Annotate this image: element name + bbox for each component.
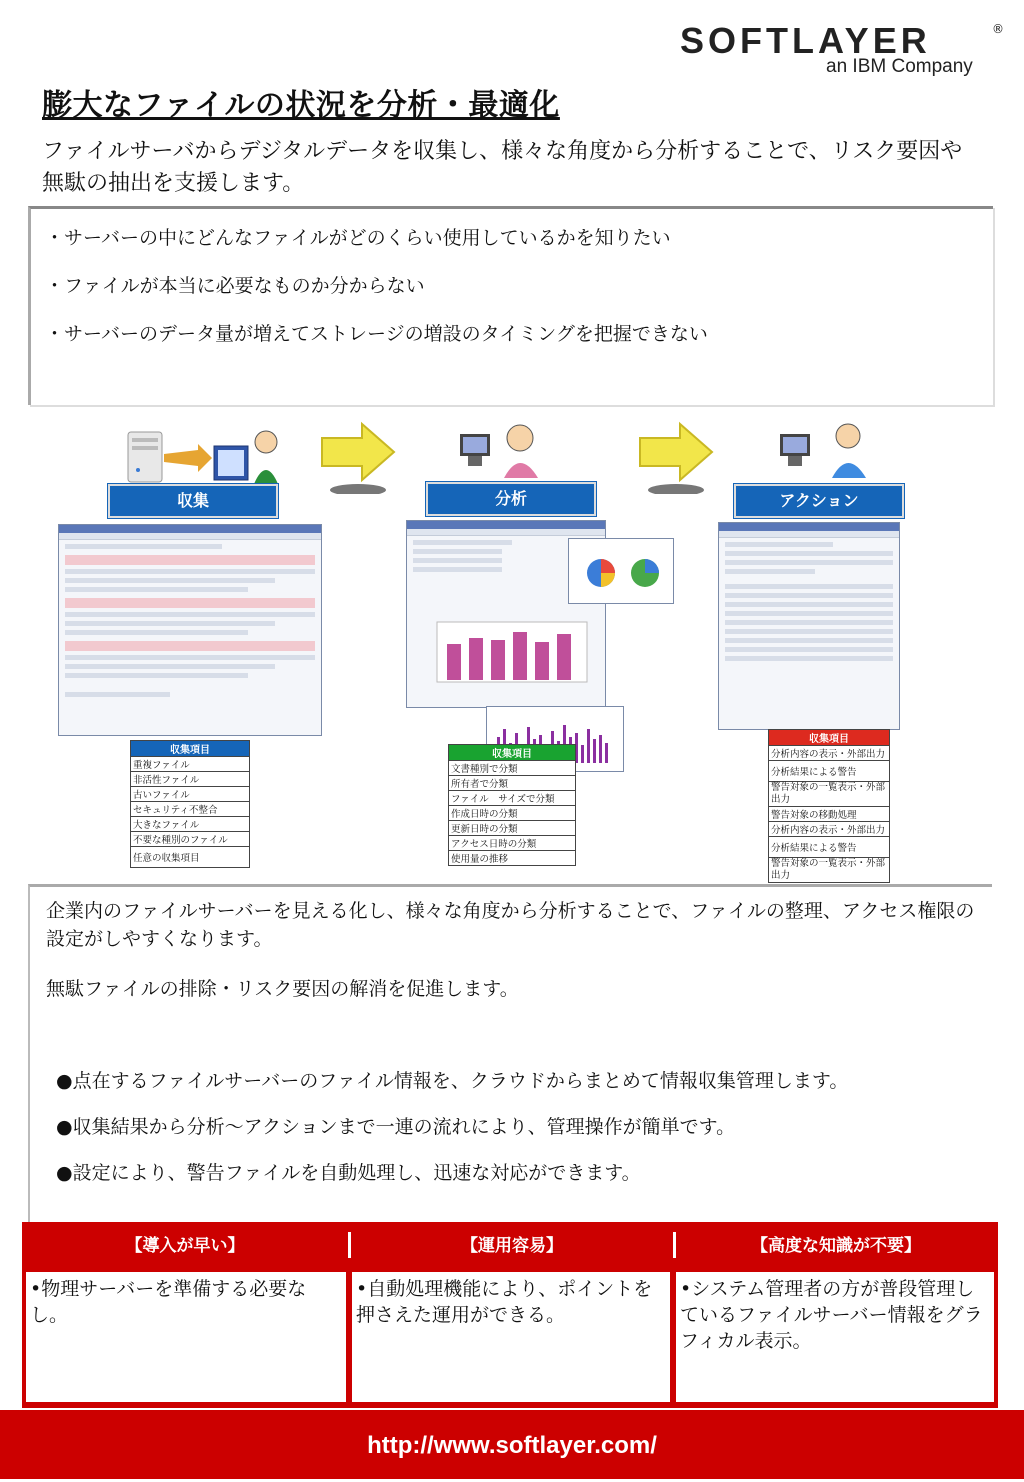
table-cell: 文書種別で分類 [449,761,576,776]
table-cell: 作成日時の分類 [449,806,576,821]
stage-label-collect: 収集 [108,484,278,518]
table-cell: 所有者で分類 [449,776,576,791]
description-paragraph: 企業内のファイルサーバーを見える化し、様々な角度から分析することで、ファイルの整理、アクセス権限の設定がしやすくなります。 [46,900,975,950]
table-cell: 警告対象の一覧表示・外部出力 [769,858,890,883]
action-screenshot [718,522,900,730]
analyze-items-table [448,744,576,866]
table-cell: ファイル サイズで分類 [449,791,576,806]
table-cell: セキュリティ不整合 [131,802,250,817]
feature-heading: 【導入が早い】 [125,1236,245,1256]
table-cell: 古いファイル [131,787,250,802]
footer-url-link[interactable]: http://www.softlayer.com/ [0,1410,1024,1479]
bullet-item: ●収集結果から分析～アクションまで一連の流れにより、管理操作が簡単です。 [56,1116,736,1138]
page-subtitle: ファイルサーバからデジタルデータを収集し、様々な角度から分析することで、リスク要因や無駄の抽出を支援します。 [42,139,963,196]
operator-at-computer-icon [774,420,884,480]
table-cell: アクセス日時の分類 [449,836,576,851]
pain-point: ・ファイルが本当に必要なものか分からない [45,275,425,297]
table-cell: 更新日時の分類 [449,821,576,836]
feature-body: •システム管理者の方が普段管理しているファイルサーバー情報をグラフィカル表示。 [676,1272,994,1402]
pain-point: ・サーバーのデータ量が増えてストレージの増設のタイミングを把握できない [45,323,708,345]
softlayer-logo: SOFTLAYER [680,20,931,61]
pie-chart-popup [568,538,674,604]
table-header: 収集項目 [449,745,576,761]
table-cell: 大きなファイル [131,817,250,832]
table-cell: 警告対象の一覧表示・外部出力 [769,782,890,807]
feature-heading: 【高度な知識が不要】 [751,1236,921,1256]
table-cell: 非活性ファイル [131,772,250,787]
table-cell: 分析結果による警告 [769,761,890,782]
feature-separator [673,1232,676,1258]
table-cell: 使用量の推移 [449,851,576,866]
feature-body: •自動処理機能により、ポイントを押さえた運用ができる。 [352,1272,670,1402]
table-cell: 分析内容の表示・外部出力 [769,746,890,761]
right-arrow-icon [318,420,398,494]
table-cell: 分析内容の表示・外部出力 [769,822,890,837]
table-header: 収集項目 [131,741,250,757]
registered-mark: ® [992,22,1004,36]
feature-separator [348,1232,351,1258]
analyst-at-computer-icon [454,420,554,480]
table-cell: 任意の収集項目 [131,847,250,868]
description-paragraph: 無駄ファイルの排除・リスク要因の解消を促進します。 [46,978,519,1000]
stage-label-analyze: 分析 [426,482,596,516]
features-panel [22,1222,998,1408]
collect-screenshot [58,524,322,736]
server-to-report-icon [120,428,280,488]
table-cell: 分析結果による警告 [769,837,890,858]
page-title: 膨大なファイルの状況を分析・最適化 [42,88,560,123]
logo-subtitle: an IBM Company [826,56,973,77]
feature-heading: 【運用容易】 [461,1236,563,1256]
bullet-item: ●設定により、警告ファイルを自動処理し、迅速な対応ができます。 [56,1162,641,1184]
table-header: 収集項目 [769,730,890,746]
table-cell: 重複ファイル [131,757,250,772]
table-cell: 不要な種別のファイル [131,832,250,847]
description-box [28,884,992,1225]
bullet-item: ●点在するファイルサーバーのファイル情報を、クラウドからまとめて情報収集管理します。 [56,1070,849,1092]
collect-items-table [130,740,250,868]
feature-body: •物理サーバーを準備する必要なし。 [26,1272,346,1402]
right-arrow-icon [636,420,716,494]
table-cell: 警告対象の移動処理 [769,807,890,822]
pain-points-box [28,206,993,405]
pain-point: ・サーバーの中にどんなファイルがどのくらい使用しているかを知りたい [45,227,671,249]
stage-label-action: アクション [734,484,904,518]
action-items-table [768,729,890,883]
